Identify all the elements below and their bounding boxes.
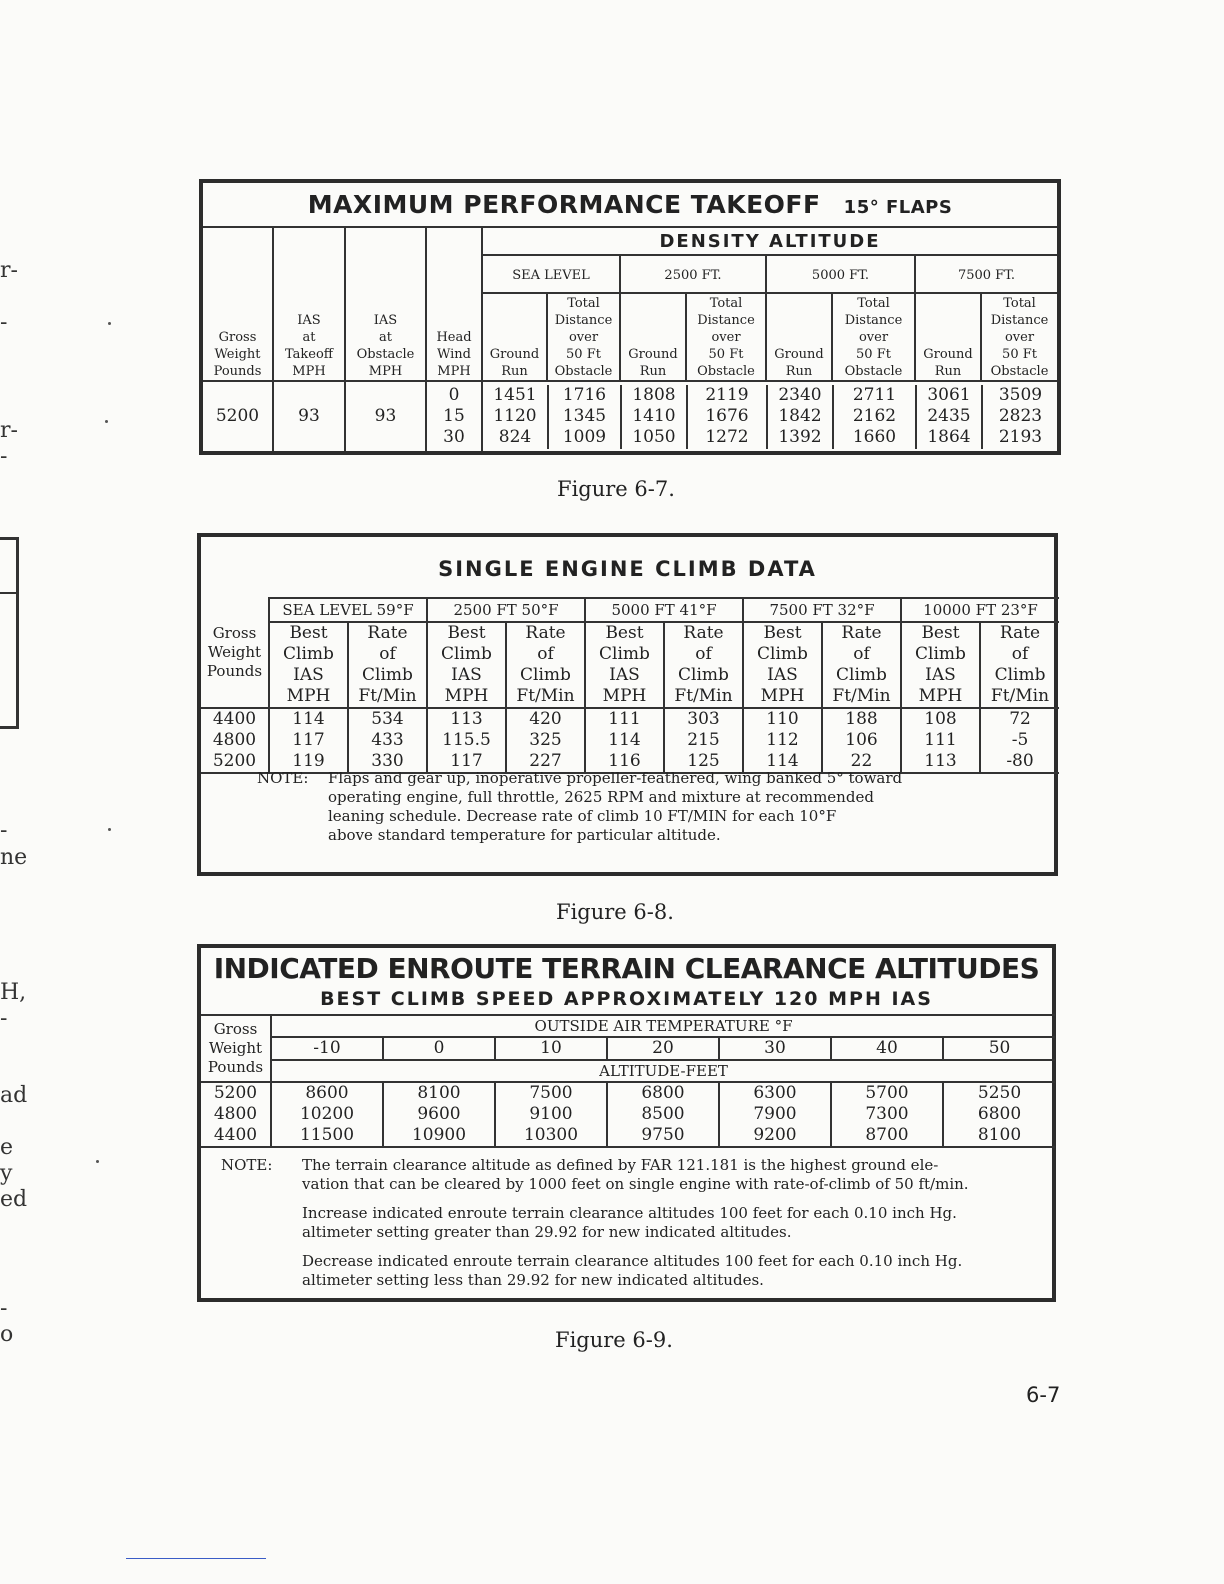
rate-of-climb-header: Rate of Climb Ft/Min [358,623,417,706]
best-climb-ias-header: Best Climb IAS MPH [757,623,808,706]
climb-table-frame [197,533,1058,876]
terrain-note-label: NOTE: [221,1156,273,1174]
takeoff-distance-value: 1009 [562,427,607,447]
climb-value: 110 112 114 [766,709,799,771]
col-gross-weight-header: Gross Weight Pounds [213,330,262,379]
takeoff-distance-value: 1808 [632,385,676,405]
speck [108,322,111,325]
terrain-altitude-value: 6800 8500 9750 [641,1083,685,1145]
margin-fragment: ne [0,845,28,870]
climb-gross-weight-values: 4400 4800 5200 [212,709,257,771]
headwind-value: 15 [443,406,465,426]
gross-weight-cell: 5200 [215,406,260,426]
terrain-altitude-value: 5700 7300 8700 [865,1083,909,1145]
margin-fragment: - [0,1296,8,1321]
total-distance-header: Total Distance over 50 Ft Obstacle [844,296,903,379]
takeoff-title: MAXIMUM PERFORMANCE TAKEOFF [307,190,821,219]
margin-fragment: y [0,1161,13,1186]
takeoff-distance-value: 1345 [562,406,607,426]
takeoff-distance-value: 2823 [998,406,1043,426]
temperature-header: 20 [652,1038,674,1058]
headwind-value: 30 [443,427,465,447]
takeoff-distance-value: 1842 [778,406,822,426]
terrain-altitude-value: 8100 9600 10900 [411,1083,467,1145]
takeoff-distance-value: 2119 [705,385,749,405]
ias-obstacle-cell: 93 [374,406,397,426]
takeoff-distance-value: 2193 [998,427,1043,447]
margin-fragment: - [0,444,8,469]
climb-value: 72 -5 -80 [1006,709,1034,771]
margin-fragment: r- [0,418,18,443]
takeoff-distance-value: 824 [498,427,532,447]
terrain-table-frame [197,944,1056,1302]
ias-takeoff-cell: 93 [298,406,320,426]
takeoff-distance-value: 2162 [852,406,897,426]
figure-6-9-caption: Figure 6-9. [555,1328,673,1352]
climb-value: 303 215 125 [687,709,720,771]
altitude-sea-level: SEA LEVEL [512,268,590,283]
climb-altitude-header: SEA LEVEL 59°F [282,601,414,619]
total-distance-header: Total Distance over 50 Ft Obstacle [697,296,755,379]
climb-altitude-header: 7500 FT 32°F [769,601,875,619]
climb-value: 114 117 119 [292,709,325,771]
terrain-subtitle: BEST CLIMB SPEED APPROXIMATELY 120 MPH IAS [320,988,933,1010]
altitude-2500: 2500 FT. [664,268,722,283]
margin-fragment: - [0,1006,8,1031]
terrain-gross-weight-values: 5200 4800 4400 [213,1083,258,1145]
temperature-header: 30 [764,1038,786,1058]
ground-run-header: Ground Run [774,347,824,379]
climb-altitude-header: 10000 FT 23°F [923,601,1038,619]
page-number: 6-7 [1026,1383,1061,1407]
climb-altitude-header: 5000 FT 41°F [611,601,717,619]
best-climb-ias-header: Best Climb IAS MPH [283,623,334,706]
takeoff-distance-value: 1864 [927,427,971,447]
takeoff-distance-value: 3509 [998,385,1043,405]
ground-run-header: Ground Run [489,347,540,379]
terrain-title: INDICATED ENROUTE TERRAIN CLEARANCE ALTITUDES [213,952,1040,985]
terrain-table [201,1014,1055,1148]
takeoff-table-frame [199,179,1061,455]
climb-value: 111 114 116 [608,709,641,771]
takeoff-distance-value: 1392 [778,427,822,447]
takeoff-distance-value: 3061 [927,385,971,405]
altitude-feet-header: ALTITUDE-FEET [599,1062,728,1080]
takeoff-table [203,183,1057,451]
takeoff-distance-value: 1660 [852,427,897,447]
total-distance-header: Total Distance over 50 Ft Obstacle [554,296,613,379]
climb-value: 113 115.5 117 [442,709,491,771]
margin-fragment: r- [0,258,18,283]
terrain-altitude-value: 6300 7900 9200 [753,1083,797,1145]
altitude-7500: 7500 FT. [957,268,1016,283]
density-altitude-header: DENSITY ALTITUDE [659,230,881,252]
terrain-altitude-value: 7500 9100 10300 [523,1083,579,1145]
takeoff-distance-value: 1716 [562,385,607,405]
margin-fragment: H, [0,980,27,1005]
takeoff-distance-value: 1272 [705,427,749,447]
takeoff-distance-value: 2340 [778,385,822,405]
margin-fragment: - [0,818,8,843]
total-distance-header: Total Distance over 50 Ft Obstacle [990,296,1049,379]
climb-value: 420 325 227 [529,709,562,771]
takeoff-distance-value: 1050 [632,427,676,447]
best-climb-ias-header: Best Climb IAS MPH [441,623,492,706]
col-ias-takeoff-header: IAS at Takeoff MPH [284,313,334,379]
margin-box-divider [0,592,16,594]
takeoff-distance-value: 2435 [927,406,971,426]
rate-of-climb-header: Rate of Climb Ft/Min [832,623,891,706]
ground-run-header: Ground Run [923,347,973,379]
climb-note-text: Flaps and gear up, inoperative propeller-feathered, wing banked 5° toward operating engine, full throttle, 2625 RPM and mixture at recommended leaning schedule. Decrease rate of climb 10 FT/MIN for each 10°F above standard temperature for particular altitude. [328,769,903,844]
col-headwind-header: Head Wind MPH [436,330,472,379]
figure-6-8-caption: Figure 6-8. [556,900,674,924]
rate-of-climb-header: Rate of Climb Ft/Min [674,623,733,706]
climb-value: 188 106 22 [845,709,878,771]
speck [96,1160,99,1163]
ground-run-header: Ground Run [628,347,678,379]
headwind-value: 0 [448,385,460,405]
takeoff-distance-value: 1676 [705,406,749,426]
margin-box-fragment [0,537,19,729]
margin-fragment: ed [0,1187,28,1212]
margin-fragment: e [0,1135,14,1160]
best-climb-ias-header: Best Climb IAS MPH [599,623,650,706]
speck [108,828,111,831]
takeoff-distance-value: 2711 [852,385,897,405]
figure-6-7-caption: Figure 6-7. [557,477,675,501]
takeoff-distance-value: 1410 [632,406,676,426]
speck [105,420,108,423]
temperature-header: 10 [540,1038,562,1058]
temperature-header: 0 [433,1038,445,1058]
rate-of-climb-header: Rate of Climb Ft/Min [990,623,1050,706]
margin-fragment: o [0,1322,14,1347]
altitude-5000: 5000 FT. [811,268,870,283]
best-climb-ias-header: Best Climb IAS MPH [915,623,966,706]
climb-value: 108 111 113 [924,709,957,771]
terrain-note-text: The terrain clearance altitude as defined by FAR 121.181 is the highest ground ele- vation that can be cleared by 1000 feet on single engine with rate-of-climb of 50 ft/min. Increase indicated enroute terrain clearance altitudes 100 feet for each 0.10 inch Hg. altimeter setting greater than 29.92 for new indicated altitudes. Decrease indicated enroute terrain clearance altitudes 100 feet for each 0.10 inch Hg. altimeter setting less than 29.92 for new indicated altitudes. [302,1156,969,1289]
climb-title: SINGLE ENGINE CLIMB DATA [438,557,817,581]
climb-note-label: NOTE: [257,769,309,787]
terrain-altitude-value: 8600 10200 11500 [299,1083,355,1145]
col-ias-obstacle-header: IAS at Obstacle MPH [356,313,415,379]
takeoff-distance-value: 1120 [493,406,537,426]
temperature-header: 50 [988,1038,1011,1058]
takeoff-flaps: 15° FLAPS [843,197,953,218]
terrain-gross-weight-header: Gross Weight Pounds [207,1020,264,1076]
margin-fragment: - [0,310,8,335]
terrain-altitude-value: 5250 6800 8100 [977,1083,1022,1145]
outside-air-temp-header: OUTSIDE AIR TEMPERATURE °F [534,1017,793,1035]
takeoff-distance-value: 1451 [493,385,537,405]
rate-of-climb-header: Rate of Climb Ft/Min [516,623,575,706]
temperature-header: -10 [313,1038,341,1058]
margin-fragment: ad [0,1083,28,1108]
temperature-header: 40 [876,1038,898,1058]
climb-table [201,597,1059,774]
climb-value: 534 433 330 [371,709,404,771]
climb-gross-weight-header: Gross Weight Pounds [206,624,263,680]
climb-altitude-header: 2500 FT 50°F [453,601,559,619]
scan-edge-line [126,1558,266,1559]
